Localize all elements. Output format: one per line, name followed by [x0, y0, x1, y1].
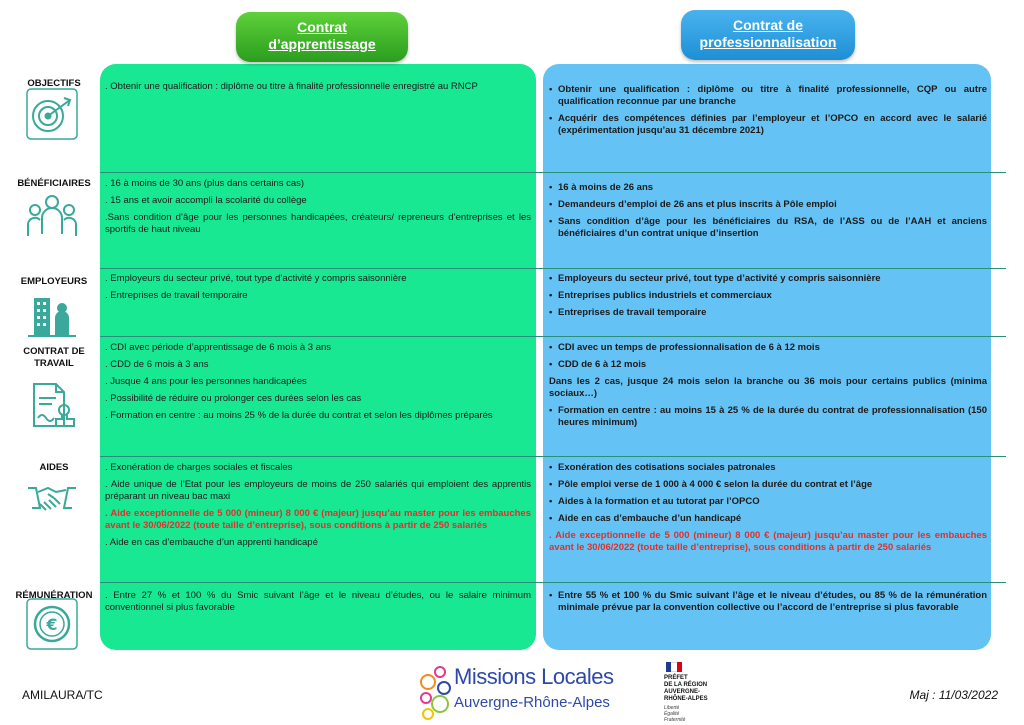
remuneration-professionnalisation: [549, 590, 987, 619]
cell-text: . Entreprises de travail temporaire: [105, 290, 248, 301]
header-apprentissage: Contrat d’apprentissage: [236, 12, 408, 62]
exceptional-aid-text: . Aide exceptionnelle de 5 000 (mineur) 8 000 € (majeur) jusqu’au master pour les embauches avant le 30/06/2022 (toute taille d’entreprise), sous conditions à partir de 250 salariés: [549, 530, 987, 553]
list-item: • CDI avec un temps de professionnalisation de 6 à 12 mois: [549, 342, 820, 353]
cell-text: . CDD de 6 mois à 3 ans: [105, 359, 209, 370]
cell-text: . Jusque 4 ans pour les personnes handicapées: [105, 376, 307, 387]
list-item: • Aides à la formation et au tutorat par l’OPCO: [549, 496, 760, 507]
cell-text: . 16 à moins de 30 ans (plus dans certains cas): [105, 178, 305, 189]
exceptional-aid-text: . Aide exceptionnelle de 5 000 (mineur) 8 000 € (majeur) jusqu’au master pour les embauches avant le 30/06/2022 (toute taille d’entreprise), sous conditions à partir de 250 salariés: [105, 508, 531, 531]
cell-text: . Possibilité de réduire ou prolonger ces durées selon les cas: [105, 393, 362, 404]
list-item: • Entreprises publics industriels et commerciaux: [549, 290, 772, 301]
contrat-professionnalisation: [549, 342, 987, 434]
row-label-contrat: CONTRAT DE TRAVAIL: [23, 346, 85, 369]
divider: [100, 172, 1006, 173]
cell-text: . CDI avec période d’apprentissage de 6 mois à 3 ans: [105, 342, 332, 353]
marianne-flag-icon: [666, 662, 682, 672]
row-label-aides: AIDES: [39, 462, 69, 473]
objectifs-professionnalisation: [549, 84, 987, 142]
cell-text: . 15 ans et avoir accompli la scolarité du collège: [105, 195, 307, 206]
header-professionnalisation: Contrat de professionnalisation: [681, 10, 855, 60]
list-item: • Aide en cas d’embauche d’un handicapé: [549, 513, 742, 524]
list-item: • Acquérir des compétences définies par l’employeur et l’OPCO en accord avec le salarié (expérimentation jusqu’au 31 décembre 2021): [549, 113, 987, 136]
list-item: • 16 à moins de 26 ans: [549, 182, 654, 193]
aides-professionnalisation: [549, 462, 987, 559]
cell-text: . Entre 27 % et 100 % du Smic suivant l’âge et le niveau d’études, ou le salaire minimum conventionnel si plus favorable: [105, 590, 531, 613]
building-worker-icon: [26, 290, 78, 342]
handshake-icon: [26, 474, 78, 526]
beneficiaires-professionnalisation: [549, 182, 987, 245]
row-label-beneficiaires: BÉNÉFICIAIRES: [17, 178, 91, 189]
list-item: • Employeurs du secteur privé, tout type d’activité y compris saisonnière: [549, 273, 881, 284]
cell-text: . Aide unique de l’Etat pour les employeurs de moins de 250 salariés qui emploient des apprentis préparant un niveau bac maxi: [105, 479, 531, 502]
prefet-motto: Liberté Égalité Fraternité: [664, 705, 686, 723]
divider: [100, 456, 1006, 457]
row-label-objectifs: OBJECTIFS: [27, 78, 81, 89]
list-item: • Entre 55 % et 100 % du Smic suivant l’âge et le niveau d’études, ou 85 % de la rémunération minimale prévue par la convention collective ou l’accord de l’entreprise si plus favorable: [549, 590, 987, 613]
employeurs-apprentissage: [105, 273, 531, 307]
logo-subtitle: Auvergne-Rhône-Alpes: [454, 694, 610, 711]
missions-locales-logo-icon: [416, 664, 456, 722]
cell-text: Dans les 2 cas, jusque 24 mois selon la branche ou 36 mois pour certains publics (minima sociaux…): [549, 376, 987, 399]
list-item: • Formation en centre : au moins 15 à 25 % de la durée du contrat de professionnalisation (150 heures minimum): [549, 405, 987, 428]
contrat-apprentissage: [105, 342, 531, 427]
employeurs-professionnalisation: [549, 273, 987, 324]
logo-title: Missions Locales: [454, 664, 614, 689]
cell-text: . Exonération de charges sociales et fiscales: [105, 462, 293, 473]
list-item: • Sans condition d’âge pour les bénéficiaires du RSA, de l’ASS ou de l’AAH et anciens bénéficiaires d’un contrat unique d’insertion: [549, 216, 987, 239]
svg-text:€: €: [46, 615, 58, 634]
remuneration-apprentissage: [105, 590, 531, 619]
prefet-text: PRÉFET DE LA RÉGION AUVERGNE- RHÔNE-ALPES: [664, 675, 708, 702]
cell-text: . Obtenir une qualification : diplôme ou titre à finalité professionnelle enregistré au RNCP: [105, 81, 478, 92]
objectifs-apprentissage: [105, 81, 531, 98]
row-label-remuneration: RÉMUNÉRATION: [15, 590, 93, 601]
divider: [100, 336, 1006, 337]
contract-stamp-icon: [26, 380, 78, 432]
people-icon: [26, 192, 78, 244]
list-item: • Demandeurs d’emploi de 26 ans et plus inscrits à Pôle emploi: [549, 199, 837, 210]
list-item: • Pôle emploi verse de 1 000 à 4 000 € selon la durée du contrat et l’âge: [549, 479, 873, 490]
target-icon: [26, 88, 78, 140]
list-item: • CDD de 6 à 12 mois: [549, 359, 647, 370]
cell-text: . Formation en centre : au moins 25 % de la durée du contrat et selon les diplômes préparés: [105, 410, 493, 421]
list-item: • Exonération des cotisations sociales patronales: [549, 462, 776, 473]
cell-text: . Aide en cas d’embauche d’un apprenti handicapé: [105, 537, 318, 548]
author-code: AMILAURA/TC: [22, 688, 103, 702]
list-item: • Entreprises de travail temporaire: [549, 307, 707, 318]
cell-text: . Employeurs du secteur privé, tout type d’activité y compris saisonnière: [105, 273, 407, 284]
euro-coin-icon: [26, 598, 78, 650]
cell-text: .Sans condition d’âge pour les personnes handicapées, créateurs/ repreneurs d’entreprises et les sportifs de haut niveau: [105, 212, 531, 235]
divider: [100, 582, 1006, 583]
prefet-logo: [664, 662, 724, 723]
divider: [100, 268, 1006, 269]
list-item: • Obtenir une qualification : diplôme ou titre à finalité professionnelle, CQP ou autre qualification reconnue par une branche: [549, 84, 987, 107]
update-date: Maj : 11/03/2022: [909, 688, 998, 702]
aides-apprentissage: [105, 462, 531, 554]
beneficiaires-apprentissage: [105, 178, 531, 241]
row-label-employeurs: EMPLOYEURS: [20, 276, 88, 287]
